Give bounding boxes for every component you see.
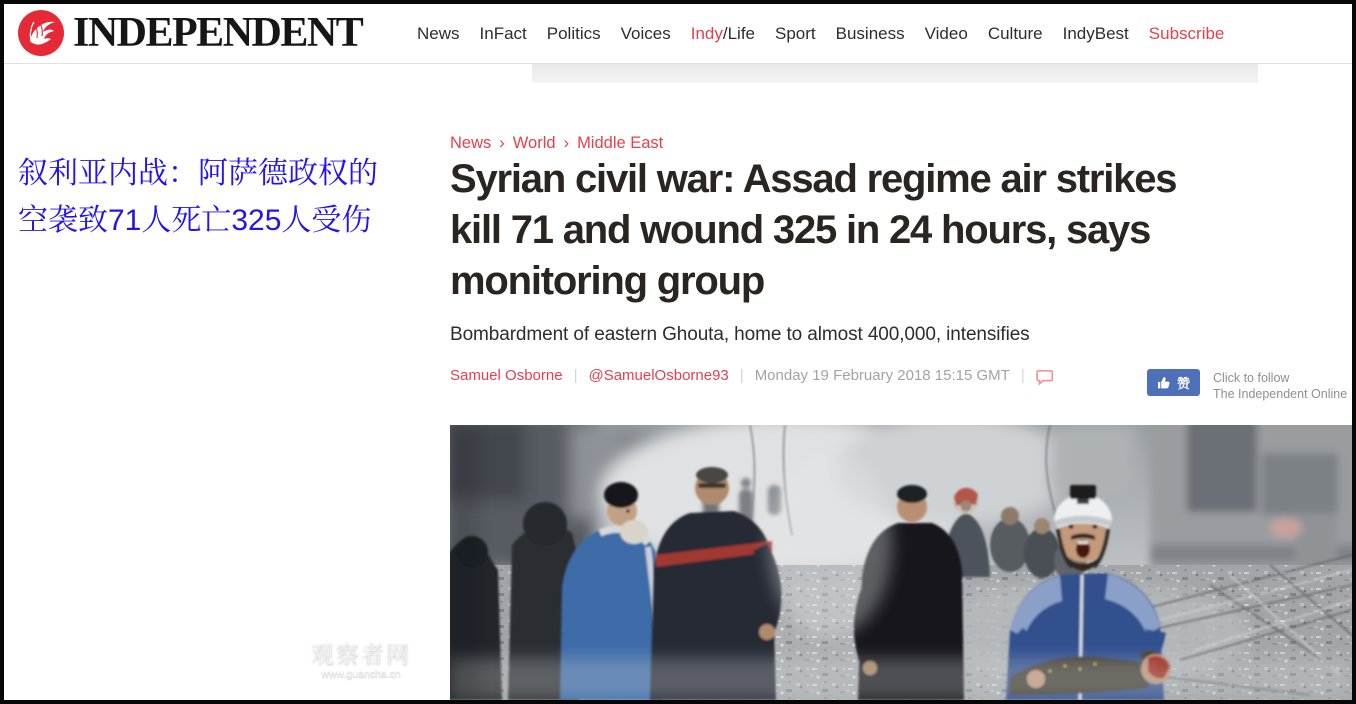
headline-line-3: monitoring group xyxy=(450,259,765,303)
nav-item-indybest[interactable]: IndyBest xyxy=(1062,24,1129,43)
ad-banner-placeholder xyxy=(532,64,1258,83)
follow-widget xyxy=(1147,369,1347,402)
author-twitter-link[interactable]: @SamuelOsborne93 xyxy=(588,367,729,384)
nav-item-voices[interactable]: Voices xyxy=(620,24,671,43)
watermark-title: 观察者网 xyxy=(311,641,411,667)
masthead-title: INDEPENDENT xyxy=(73,10,363,56)
main-nav xyxy=(417,4,1224,64)
breadcrumb-separator: › xyxy=(499,134,505,152)
nav-item-subscribe[interactable]: Subscribe xyxy=(1148,24,1225,43)
breadcrumb-item-world[interactable]: World xyxy=(512,134,556,152)
breadcrumb-item-middle-east[interactable]: Middle East xyxy=(577,134,664,152)
breadcrumb-item-news[interactable]: News xyxy=(450,134,492,152)
watermark-url: www.guancha.cn xyxy=(321,668,401,680)
facebook-like-button[interactable] xyxy=(1147,369,1200,396)
byline-separator: | xyxy=(739,367,744,384)
article-timestamp: Monday 19 February 2018 15:15 GMT xyxy=(754,367,1010,384)
article-standfirst: Bombardment of eastern Ghouta, home to almost 400,000, intensifies xyxy=(450,324,1030,345)
nav-item-video[interactable]: Video xyxy=(924,24,968,43)
site-header xyxy=(4,4,1352,64)
byline-separator: | xyxy=(1020,367,1025,384)
thumbs-up-icon xyxy=(1157,376,1171,390)
follow-text xyxy=(1213,369,1347,402)
nav-item-sport[interactable]: Sport xyxy=(775,24,816,43)
byline-separator: | xyxy=(573,367,578,384)
chinese-annotation xyxy=(18,150,428,244)
annotation-line-1: 叙利亚内战：阿萨德政权的 xyxy=(18,157,378,190)
like-button-label: 赞 xyxy=(1177,376,1191,391)
follow-text-line-1: Click to follow xyxy=(1213,371,1290,385)
independent-logo[interactable] xyxy=(18,10,362,56)
follow-text-line-2: The Independent Online xyxy=(1213,387,1348,401)
guancha-watermark xyxy=(306,636,416,680)
article-headline xyxy=(450,154,1356,307)
breadcrumb xyxy=(450,134,663,153)
nav-item-culture[interactable]: Culture xyxy=(987,24,1043,43)
headline-line-1: Syrian civil war: Assad regime air strikes xyxy=(450,157,1177,201)
breadcrumb-separator: › xyxy=(563,134,570,152)
nav-item-infact[interactable]: InFact xyxy=(479,24,527,43)
nav-item-politics[interactable]: Politics xyxy=(546,24,601,43)
headline-line-2: kill 71 and wound 325 in 24 hours, says xyxy=(450,208,1151,252)
annotation-line-2: 空袭致71人死亡325人受伤 xyxy=(18,204,372,237)
article-byline xyxy=(450,366,1054,385)
comments-icon[interactable] xyxy=(1036,369,1054,385)
author-link[interactable]: Samuel Osborne xyxy=(450,367,563,384)
nav-item-news[interactable]: News xyxy=(417,24,460,43)
article-photo xyxy=(450,425,1352,700)
independent-eagle-icon xyxy=(18,10,64,56)
nav-item-business[interactable]: Business xyxy=(835,24,905,43)
nav-item-indy-life[interactable]: Indy/Life xyxy=(690,24,755,43)
